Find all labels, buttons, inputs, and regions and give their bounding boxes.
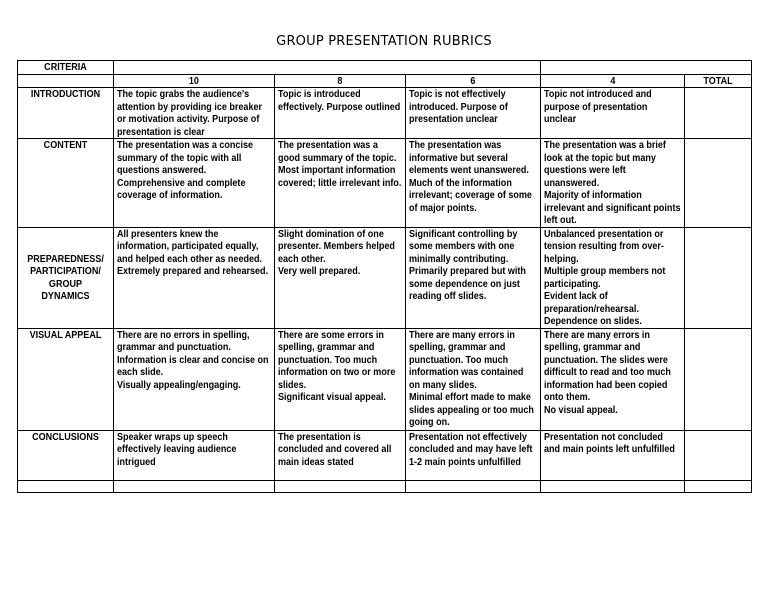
criterion-cell	[18, 227, 114, 328]
descriptor-text: The presentation was a good summary of the topic. Most important information covered; little irrelevant info.	[278, 139, 402, 189]
descriptor-text: The presentation is concluded and covered all main ideas stated	[278, 430, 392, 468]
criterion-cell	[18, 430, 114, 480]
blank-cell	[541, 480, 685, 492]
descriptor-text: Slight domination of one presenter. Members helped each other. Very well prepared.	[278, 227, 395, 277]
score-4-cell	[541, 88, 685, 139]
descriptor-text: There are some errors in spelling, grammar and punctuation. Too much information on two or more slides. Significant visual appeal.	[278, 328, 396, 403]
criteria-blank-cell-a	[114, 61, 541, 75]
score-6-cell	[406, 430, 541, 480]
descriptor-text: Presentation not effectively concluded and may have left 1-2 main points unfulfilled	[409, 430, 533, 468]
score-total-cell	[685, 139, 752, 228]
rubric-row-preparedness	[18, 227, 752, 328]
score-6-cell	[406, 139, 541, 228]
descriptor-text: Topic not introduced and purpose of presentation unclear	[544, 88, 652, 125]
score-header-row	[18, 74, 752, 88]
score-8-cell	[275, 139, 406, 228]
descriptor-text: Presentation not concluded and main points left unfulfilled	[544, 430, 675, 455]
score-8-cell	[275, 430, 406, 480]
descriptor-text: The presentation was informative but several elements went unanswered. Much of the information irrelevant; coverage of some of major points.	[409, 139, 532, 214]
blank-cell	[114, 480, 275, 492]
rubric-row-introduction	[18, 88, 752, 139]
score-6-cell	[406, 227, 541, 328]
descriptor-text: Topic is not effectively introduced. Purpose of presentation unclear	[409, 88, 508, 125]
score-10-cell	[114, 139, 275, 228]
score-header-8: 8	[275, 74, 406, 88]
score-8-cell	[275, 88, 406, 139]
descriptor-text: The presentation was a concise summary of the topic with all questions answered. Comprehensive and complete coverage of information.	[117, 139, 254, 201]
blank-cell	[685, 480, 752, 492]
score-4-cell	[541, 328, 685, 430]
criteria-label: CRITERIA	[44, 61, 87, 73]
descriptor-text: There are no errors in spelling, grammar and punctuation. Information is clear and concise on each slide. Visually appealing/engaging.	[117, 328, 269, 391]
criteria-header-cell	[18, 61, 114, 75]
score-6-cell	[406, 88, 541, 139]
score-10-cell	[114, 430, 275, 480]
descriptor-text: Speaker wraps up speech effectively leaving audience intrigued	[117, 430, 237, 468]
score-header-6: 6	[406, 74, 541, 88]
criterion-cell	[18, 139, 114, 228]
criterion-label: INTRODUCTION	[30, 88, 101, 100]
descriptor-text: All presenters knew the information, participated equally, and helped each other as needed. Extremely prepared and rehearsed.	[117, 227, 269, 277]
descriptor-text: Significant controlling by some members with one minimally contributing. Primarily prepared but with some dependence on just reading off slides.	[409, 227, 526, 302]
score-4-cell	[541, 227, 685, 328]
blank-footer-row	[18, 480, 752, 492]
descriptor-text: The presentation was a brief look at the topic but many questions were left unanswered. Majority of information irrelevant and significant points left out.	[544, 139, 681, 226]
score-total-cell	[685, 88, 752, 139]
score-10-cell	[114, 227, 275, 328]
score-header-10: 10	[114, 74, 275, 88]
score-8-cell	[275, 227, 406, 328]
criterion-label: PREPAREDNESS/ PARTICIPATION/ GROUP DYNAMICS	[27, 252, 104, 302]
score-4-cell	[541, 430, 685, 480]
score-total-cell	[685, 328, 752, 430]
criterion-cell	[18, 328, 114, 430]
descriptor-text: The topic grabs the audience's attention by providing ice breaker or motivation activity. Purpose of presentation is clear	[117, 88, 263, 138]
criterion-label: VISUAL APPEAL	[29, 328, 102, 341]
criterion-cell	[18, 88, 114, 139]
score-header-4: 4	[541, 74, 685, 88]
rubric-row-content	[18, 139, 752, 228]
score-6-cell	[406, 328, 541, 430]
descriptor-text: Topic is introduced effectively. Purpose outlined	[278, 88, 401, 113]
descriptor-text: Unbalanced presentation or tension resulting from over-helping. Multiple group members not participating. Evident lack of preparation/rehearsal. Dependence on slides.	[544, 227, 666, 327]
rubric-table	[17, 60, 752, 493]
rubric-row-conclusions	[18, 430, 752, 480]
score-8-cell	[275, 328, 406, 430]
descriptor-text: There are many errors in spelling, grammar and punctuation. The slides were difficult to read and too much information had been copied onto them. No visual appeal.	[544, 328, 671, 416]
blank-cell	[18, 480, 114, 492]
criteria-row	[18, 61, 752, 75]
blank-cell	[275, 480, 406, 492]
criteria-blank-cell-b	[541, 61, 752, 75]
score-total-cell	[685, 227, 752, 328]
criterion-label: CONCLUSIONS	[32, 430, 99, 443]
score-10-cell	[114, 88, 275, 139]
document-title: GROUP PRESENTATION RUBRICS	[276, 34, 492, 49]
score-header-empty	[18, 74, 114, 88]
criterion-label: CONTENT	[43, 139, 88, 151]
score-10-cell	[114, 328, 275, 430]
rubric-row-visual-appeal	[18, 328, 752, 430]
blank-cell	[406, 480, 541, 492]
score-total-cell	[685, 430, 752, 480]
score-4-cell	[541, 139, 685, 228]
descriptor-text: There are many errors in spelling, grammar and punctuation. Too much information was contained on many slides. Minimal effort made to make slides appealing or too much going on.	[409, 328, 534, 428]
score-header-total: TOTAL	[685, 74, 752, 88]
